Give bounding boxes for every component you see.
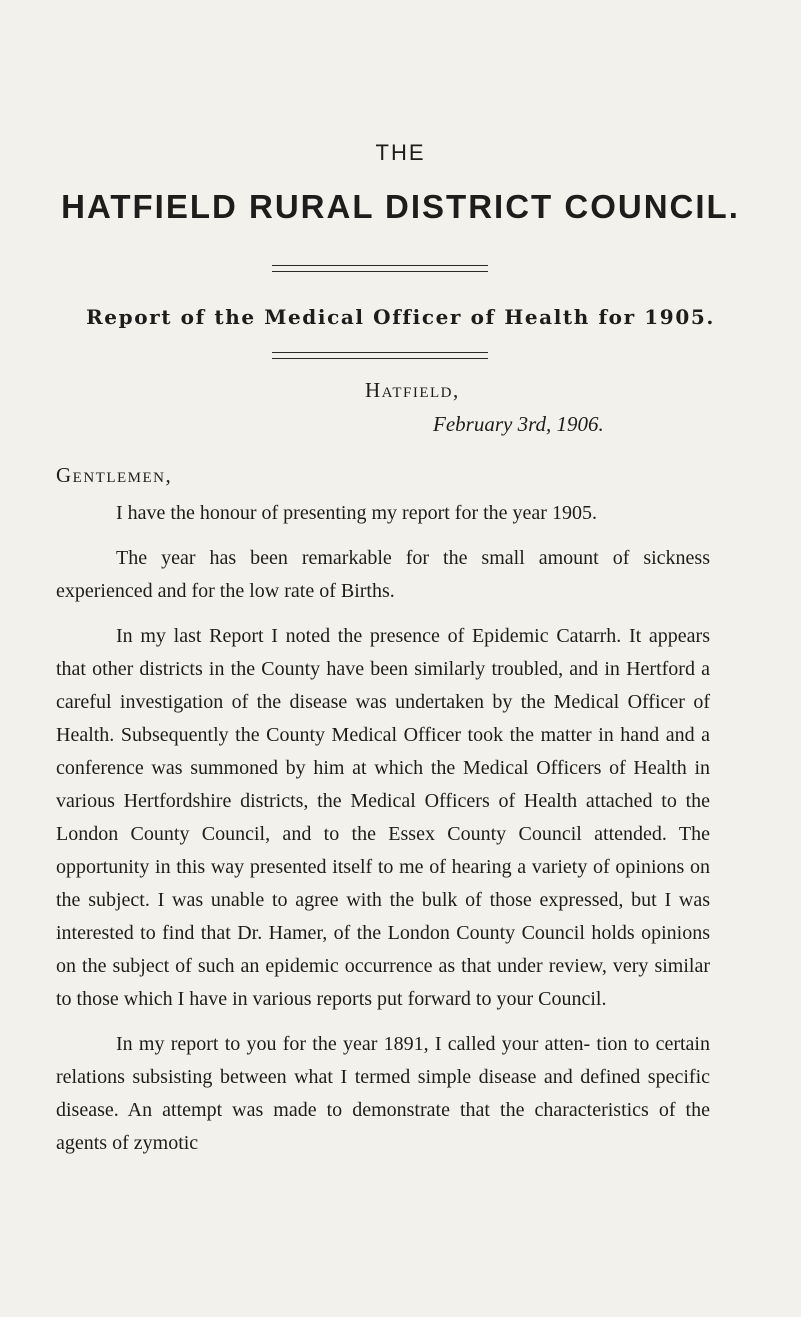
dateline-place: Hatfield, [365,378,460,402]
dateline-date: February 3rd, 1906. [433,412,604,436]
paragraph-2: The year has been remarkable for the small amount of sickness experienced and for the low rate of Births. [56,547,710,602]
salutation: Gentlemen, [56,463,173,487]
double-rule-top [272,265,488,272]
double-rule-bottom [272,352,488,359]
paragraph-1: I have the honour of presenting my report for the year 1905. [116,502,597,524]
header-the: THE [375,140,426,165]
council-title: HATFIELD RURAL DISTRICT COUNCIL. [61,188,740,225]
report-body [56,497,710,1160]
report-title: Report of the Medical Officer of Health for 1905. [86,305,715,329]
paragraph-4: In my report to you for the year 1891, I called your atten- tion to certain relations subsisting between what I termed simple disease and defined specific disease. An attempt was made to demonstrate that the characteristics of the agents of zymotic [56,1033,710,1154]
paragraph-3: In my last Report I noted the presence of Epidemic Catarrh. It appears that other districts in the County have been similarly troubled, and in Hertford a careful investigation of the disease was undertaken by the Medical Officer of Health. Subsequently the County Medical Officer took the matter in hand and a conference was summoned by him at which the Medical Officers of Health in various Hertfordshire districts, the Medical Officers of Health attached to the London County Council, and to the Essex County Council attended. The opportunity in this way presented itself to me of hearing a variety of opinions on the subject. I was unable to agree with the bulk of those expressed, but I was interested to find that Dr. Hamer, of the London County Council holds opinions on the subject of such an epidemic occurrence as that under review, very similar to those which I have in various reports put forward to your Council. [56,625,710,1010]
